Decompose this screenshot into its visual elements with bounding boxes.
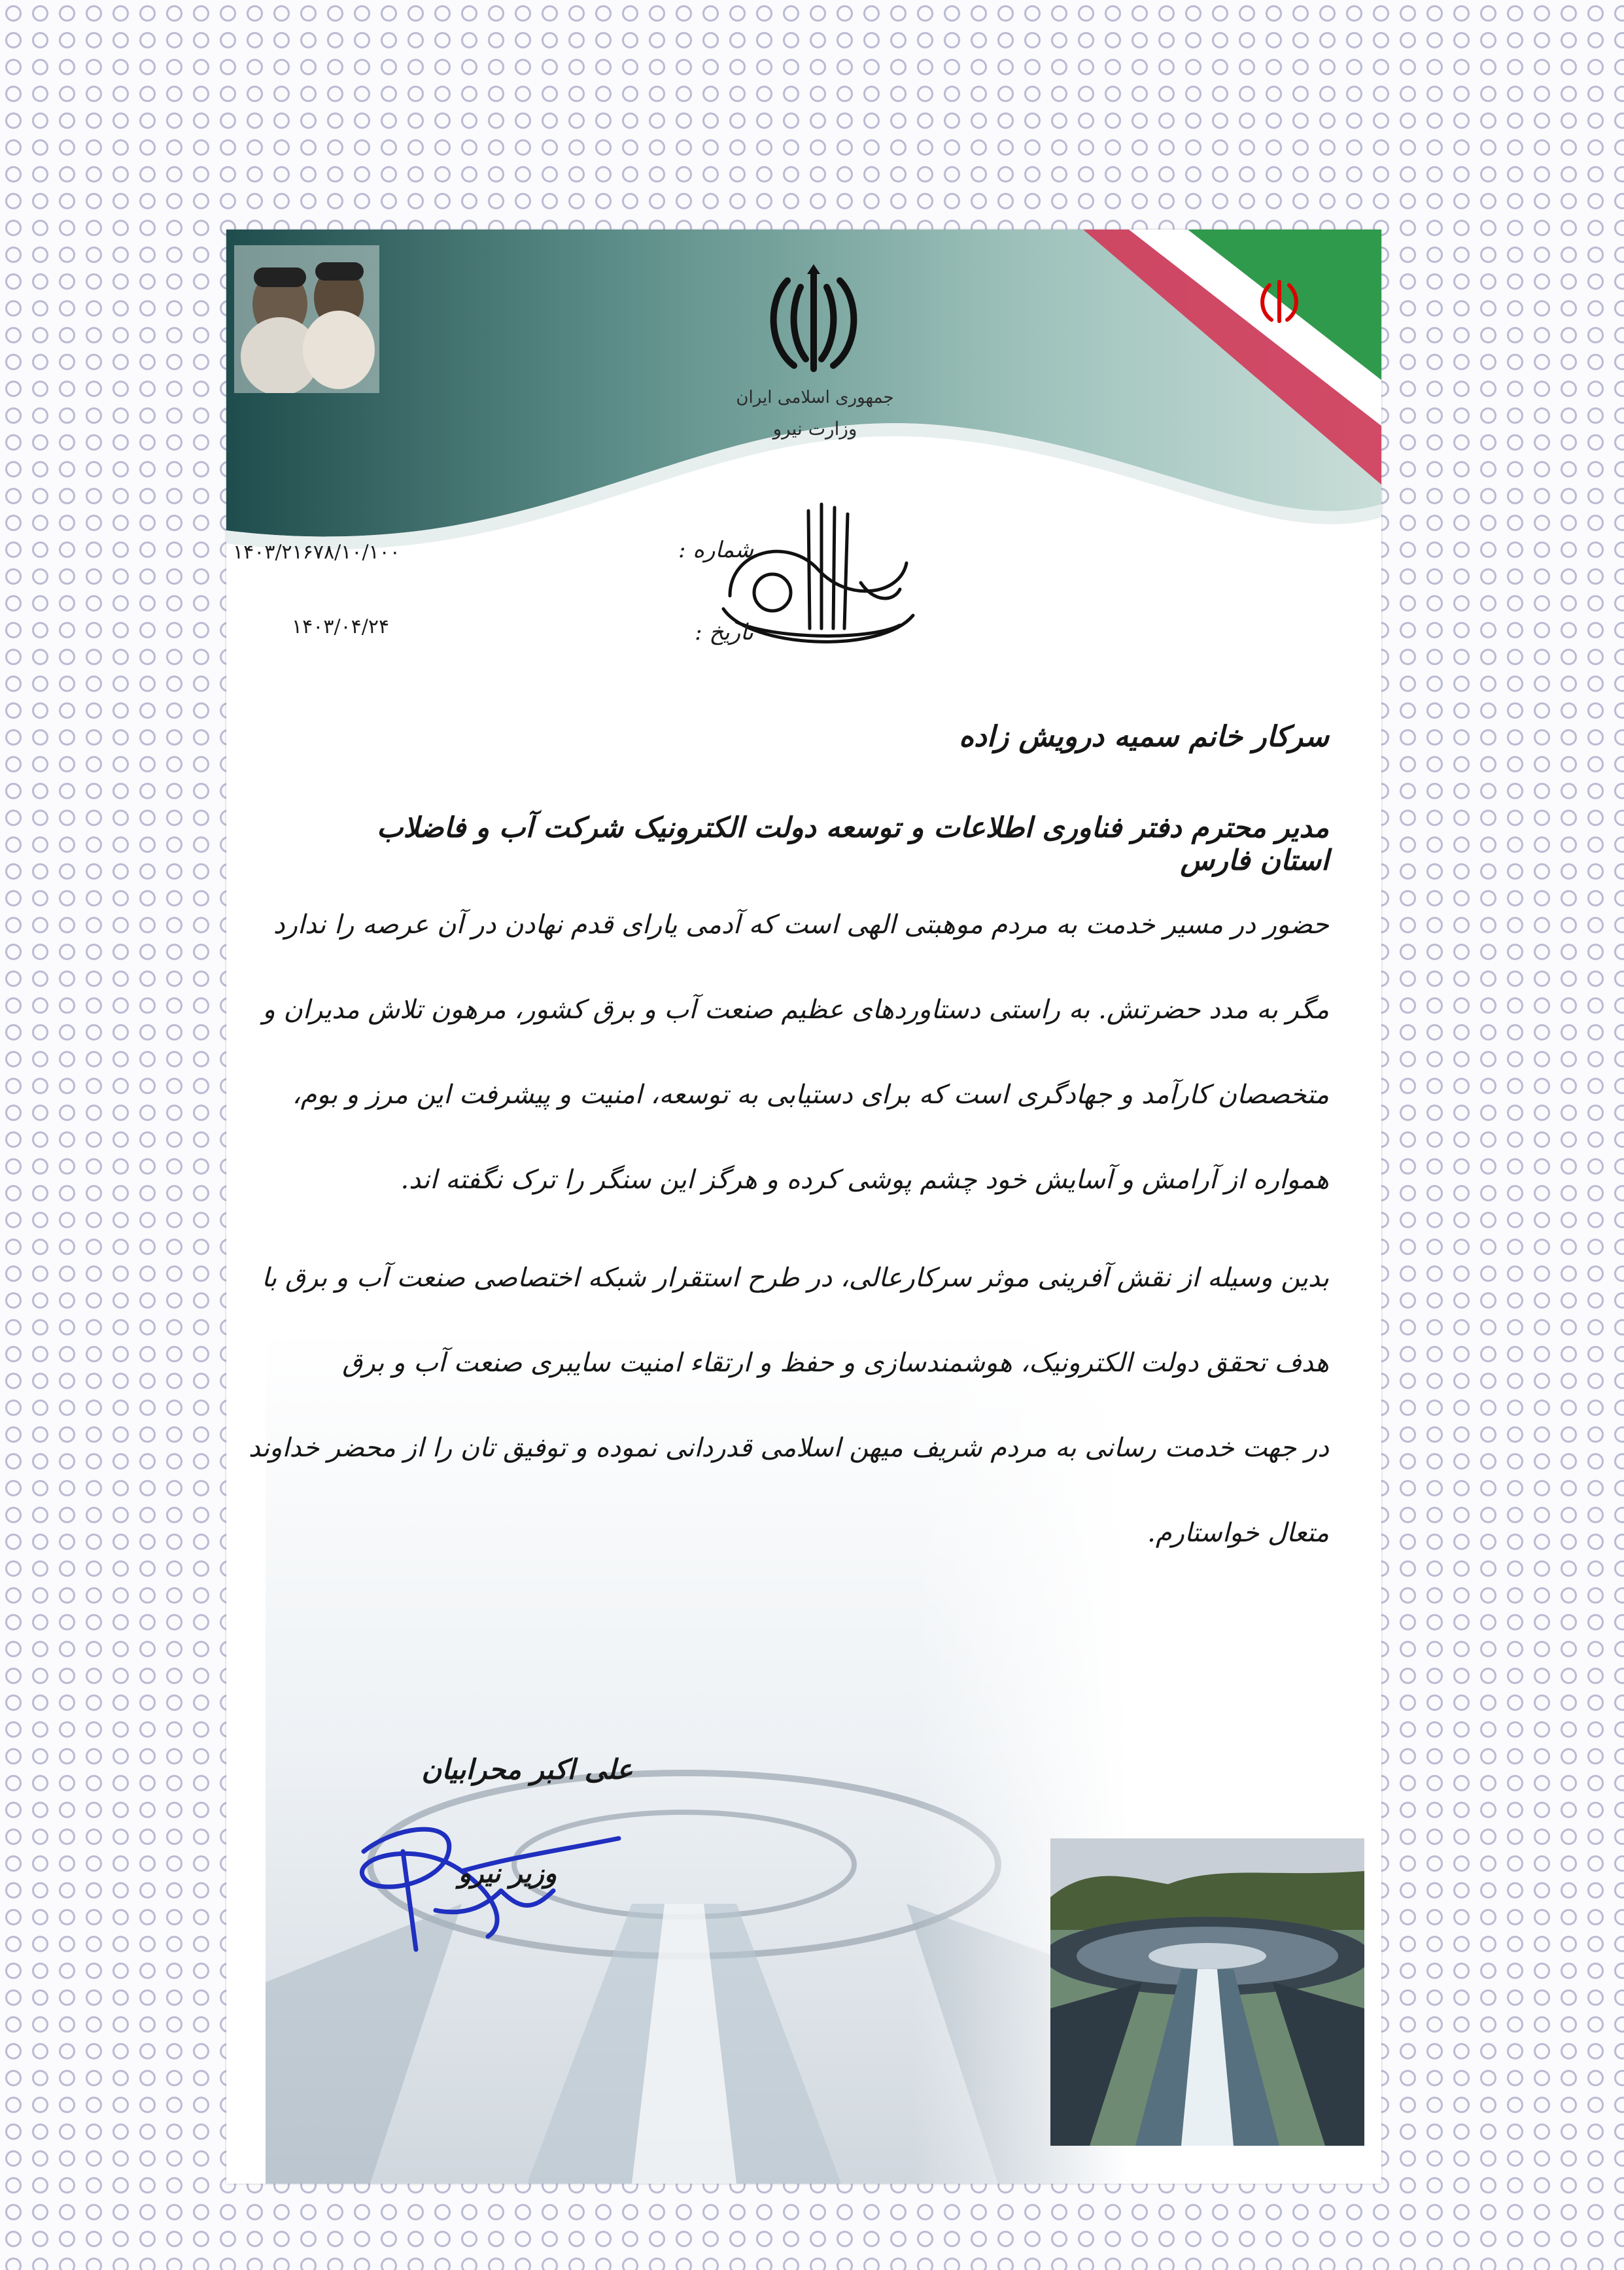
- salutation: سرکار خانم سمیه درویش زاده: [959, 720, 1329, 753]
- signer-name: علی اکبر محرابیان: [421, 1753, 633, 1785]
- date-label: تاریخ :: [695, 619, 753, 645]
- paragraph1-line: حضور در مسیر خدمت به مردم موهبتی الهی است که آدمی یارای قدم نهادن در آن عرصه را ندارد: [273, 910, 1329, 940]
- recipient-title: مدیر محترم دفتر فناوری اطلاعات و توسعه دولت الکترونیک شرکت آب و فاضلاب استان فارس: [377, 812, 1329, 877]
- water-treatment-inset-photo-icon: [1050, 1838, 1364, 2146]
- leaders-portrait-icon: [234, 245, 379, 393]
- country-name: جمهوری اسلامی ایران: [736, 388, 894, 407]
- paragraph1-line: مگر به مدد حضرتش. به راستی دستاوردهای عظیم صنعت آب و برق کشور، مرهون تلاش مدیران و: [262, 995, 1329, 1025]
- paragraph2-line: در جهت خدمت رسانی به مردم شریف میهن اسلامی قدردانی نموده و توفیق تان را از محضر خداوند: [248, 1433, 1329, 1463]
- paragraph1-line: همواره از آرامش و آسایش خود چشم پوشی کرده و هرگز این سنگر را ترک نگفته اند.: [400, 1165, 1329, 1195]
- paragraph2-line: متعال خواستارم.: [1147, 1518, 1329, 1548]
- ministry-name: وزارت نیرو: [772, 418, 857, 439]
- number-label: شماره :: [678, 537, 753, 563]
- paragraph1-line: متخصصان کارآمد و جهادگری است که برای دستیابی به توسعه، امنیت و پیشرفت این مرز و بوم،: [292, 1080, 1329, 1110]
- iran-flag-icon: [1253, 275, 1305, 328]
- number-value: ۱۴۰۳/۲۱۶۷۸/۱۰/۱۰۰: [233, 541, 400, 564]
- paragraph2-line: هدف تحقق دولت الکترونیک، هوشمندسازی و حفظ و ارتقاء امنیت سایبری صنعت آب و برق: [342, 1348, 1329, 1378]
- iran-emblem-icon: [755, 261, 872, 379]
- paragraph2-line: بدین وسیله از نقش آفرینی موثر سرکارعالی، در طرح استقرار شبکه اختصاصی صنعت آب و برق با: [261, 1263, 1329, 1293]
- date-value: ۱۴۰۳/۰۴/۲۴: [292, 615, 390, 638]
- signer-title: وزیر نیرو: [458, 1858, 557, 1889]
- letter-page: [226, 230, 1381, 2184]
